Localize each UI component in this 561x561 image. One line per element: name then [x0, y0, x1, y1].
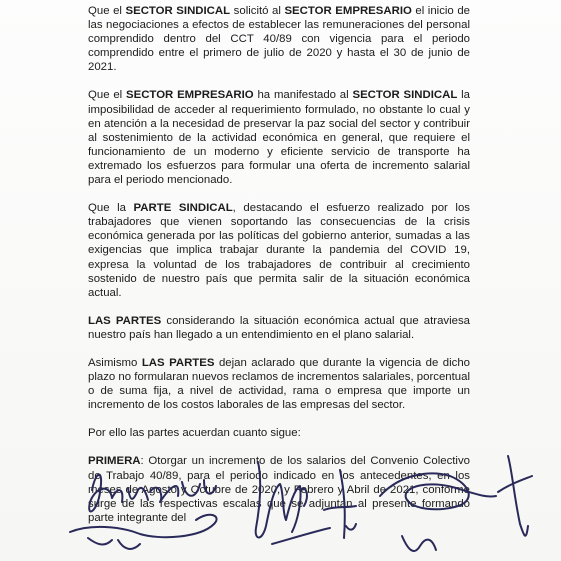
bold-term: SECTOR EMPRESARIO — [126, 89, 254, 102]
text-run: dejan aclarado que durante la vigencia de dicho plazo no formularan nuevos reclamos de incrementos salariales, porcentual o de suma fija, a nivel de actividad, rama o empresa que importe un incremento de los costos laborales de las empresas del sector. — [88, 356, 471, 412]
bold-term: LAS PARTES — [141, 356, 215, 369]
text-run: Por ello las partes acuerdan cuanto sigue: — [88, 427, 301, 440]
bold-term: PARTE SINDICAL — [133, 202, 233, 215]
text-run: Que el — [88, 5, 126, 17]
signature-5 — [498, 456, 532, 536]
text-run: Que el — [88, 89, 127, 102]
text-run: Que la — [88, 202, 134, 215]
paragraph-p6 — [88, 426, 470, 440]
text-run: ha manifestado al — [253, 89, 353, 102]
text-run: Asimismo — [88, 356, 142, 369]
signatures-area — [0, 440, 561, 561]
bold-term: SECTOR SINDICAL — [125, 5, 231, 17]
text-run: la imposibilidad de acceder al requerimiento formulado, no obstante lo cual y en atención a la necesidad de preservar la paz social del sector y contribuir al sostenimiento de la actividad económica en general, que requiere el funcionamiento de un moderno y eficiente servicio de transporte ha extremado los esfuerzos para formular una oferta de incremento salarial para el periodo mencionado. — [88, 89, 471, 187]
bold-term: SECTOR SINDICAL — [352, 89, 458, 102]
paragraph-p1 — [88, 4, 470, 74]
signature-4 — [380, 473, 496, 509]
paragraph-p2 — [88, 88, 470, 187]
text-run: solicitó al — [230, 5, 285, 17]
paragraph-p3 — [88, 201, 470, 300]
signature-2 — [256, 462, 307, 538]
bold-term: PRIMERA — [88, 455, 141, 468]
signature-4-tail — [402, 536, 436, 551]
bold-term: LAS PARTES — [88, 314, 162, 327]
signature-1 — [89, 475, 216, 512]
text-run: el inicio de las negociaciones a efectos de establecer las remuneraciones del personal comprendido dentro del CCT 40/89 con vigencia para el periodo comprendido entre el primero de julio de 2020 y hasta el 30 de junio de 2021. — [88, 5, 470, 74]
signature-2-line — [272, 528, 330, 544]
signature-1-flourish — [70, 515, 217, 549]
text-run: : Otorgar un incremento de los salarios del Convenio Colectivo de Trabajo 40/89, para el periodo indicado en los antecedentes, en los meses de Agosto y Octubre de 2020, y Febrero y Abril de 2021, conforme surge de las respectivas escalas que se adjuntan al presente formando parte integrante del — [88, 455, 470, 524]
paragraph-p4 — [88, 314, 470, 342]
paragraph-p5 — [88, 356, 470, 412]
text-run: , destacando el esfuerzo realizado por los trabajadores que vienen soportando las consecuencias de la crisis económica generada por las políticas del gobierno anterior, sumadas a las exigencias que implica trabajar durante la pandemia del COVID 19, expresa la voluntad de los trabajadores de contribuir al crecimiento sostenido de nuestro país que permita salir de la situación económica actual. — [88, 202, 470, 299]
bold-term: SECTOR EMPRESARIO — [284, 5, 412, 17]
text-run: considerando la situación económica actual que atraviesa nuestro país han llegado a un entendimiento en el plano salarial. — [88, 314, 470, 341]
signatures-drawing — [0, 440, 561, 561]
